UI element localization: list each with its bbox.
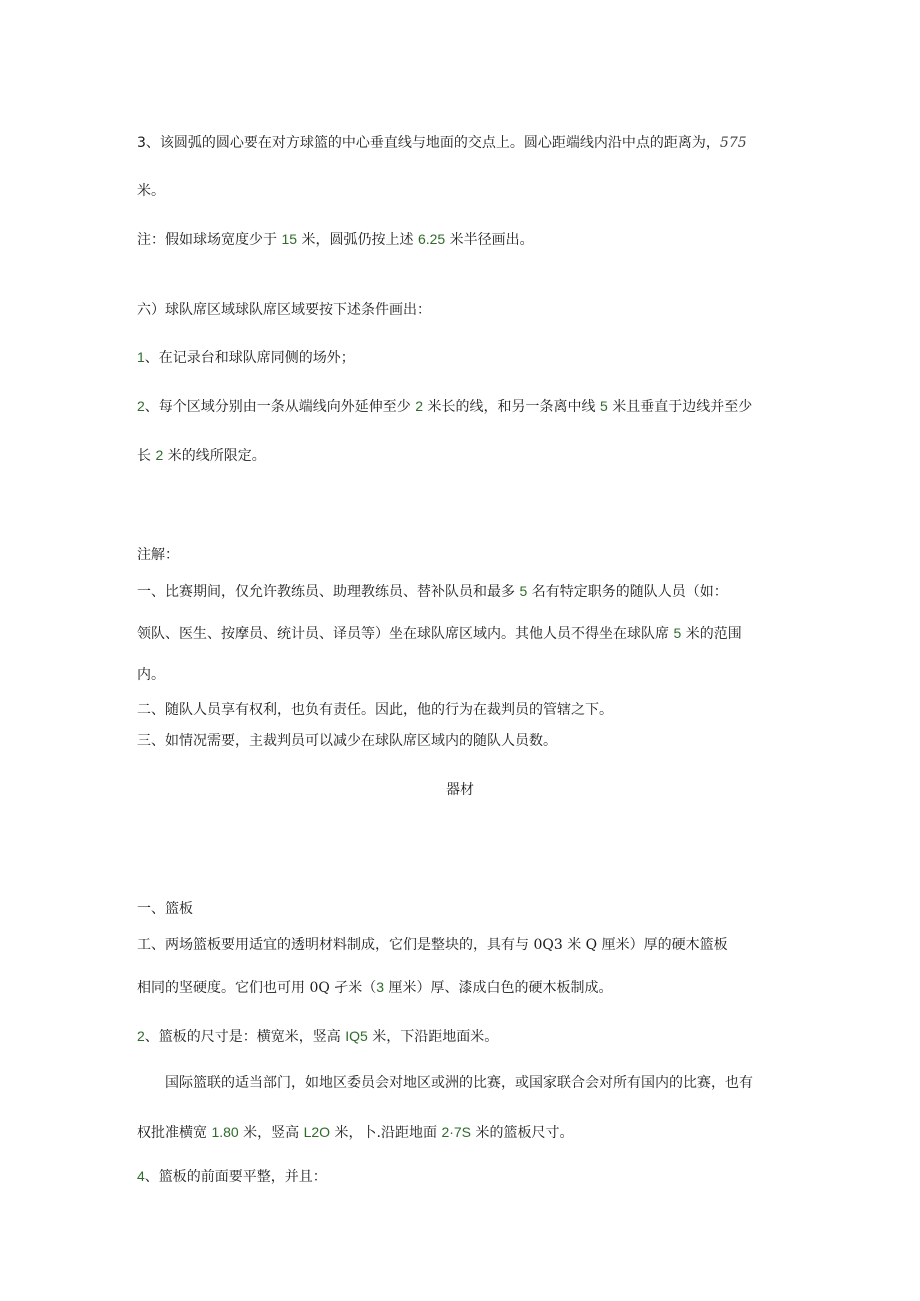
note-line xyxy=(137,230,534,249)
text-segment: 米，圆弧仍按上述 xyxy=(297,232,418,248)
paragraph-line xyxy=(137,134,747,152)
paragraph-line xyxy=(137,446,266,465)
text-segment: 领队、医生、按摩员、统计员、译员等）坐在球队席区域内。其他人员不得坐在球队席 xyxy=(137,626,674,642)
text-segment: 、每个区域分别由一条从端线向外延伸至少 xyxy=(144,399,416,415)
paragraph-line xyxy=(137,666,165,684)
numeric-value: 3 xyxy=(376,979,385,995)
list-item xyxy=(137,936,728,954)
text-segment: 国际篮联的适当部门，如地区委员会对地区或洲的比赛，或国家联合会对所有国内的比赛，也有 xyxy=(165,1075,753,1091)
section-title-equipment xyxy=(0,781,920,799)
list-item xyxy=(137,397,752,416)
text-segment: 575 xyxy=(719,135,747,151)
paragraph-line xyxy=(137,978,613,997)
text-segment: 米的篮板尺寸。 xyxy=(471,1125,574,1141)
text-segment: 注解： xyxy=(137,547,179,563)
numeric-value: 2 xyxy=(137,398,145,414)
text-segment: 内。 xyxy=(137,667,165,683)
text-segment: 厘米）厚、漆成白色的硬木板制成。 xyxy=(384,980,613,996)
text-segment: 长 xyxy=(137,448,156,464)
text-segment: 二、随队人员享有权利，也负有责任。因此，他的行为在裁判员的管辖之下。 xyxy=(137,702,613,718)
list-item xyxy=(137,1167,327,1186)
text-segment: 米的线所限定。 xyxy=(163,448,266,464)
numeric-value: 6.25 xyxy=(417,231,446,247)
text-segment: 权批准横宽 xyxy=(137,1125,212,1141)
numeric-value: 2 xyxy=(155,447,164,463)
paragraph-line xyxy=(137,624,742,643)
text-segment: 三、如情况需要，主裁判员可以减少在球队席区域内的随队人员数。 xyxy=(137,733,557,749)
text-segment: 一、篮板 xyxy=(137,901,193,917)
text-segment: 、篮板的尺寸是：横宽米，竖高 xyxy=(144,1029,346,1045)
paragraph-line xyxy=(165,1074,753,1092)
numeric-value: 1.80 xyxy=(211,1124,239,1140)
text-segment: 米且垂直于边线并至少 xyxy=(607,399,753,415)
list-item xyxy=(137,701,613,719)
text-segment: 米，卜.沿距地面 xyxy=(330,1125,442,1141)
numeric-value: 4 xyxy=(137,1168,145,1184)
text-segment: 、篮板的前面要平整，并且： xyxy=(144,1169,327,1185)
text-segment: 米长的线，和另一条离中线 xyxy=(423,399,600,415)
text-segment: 米，竖高 xyxy=(238,1125,304,1141)
numeric-value: 1 xyxy=(137,349,145,365)
annotation-heading xyxy=(137,546,179,564)
numeric-value: 15 xyxy=(281,231,298,247)
list-item xyxy=(137,348,355,367)
numeric-value: 2 xyxy=(415,398,424,414)
text-segment: 相同的坚硬度。它们也可用 0Q 孑米（ xyxy=(137,980,377,996)
subsection-heading-backboard xyxy=(137,900,193,918)
text-segment: 器材 xyxy=(446,782,474,798)
text-segment: 米，下沿距地面米。 xyxy=(367,1029,499,1045)
numeric-value: 5 xyxy=(599,398,608,414)
text-segment: 一、比赛期间，仅允许教练员、助理教练员、替补队员和最多 xyxy=(137,584,520,600)
numeric-value: 5 xyxy=(519,583,528,599)
text-segment: 米半径画出。 xyxy=(445,232,534,248)
text-segment: 米的范围 xyxy=(681,626,742,642)
section-heading-team-bench xyxy=(137,301,431,319)
paragraph-line xyxy=(137,1123,573,1142)
text-segment: 工、两场篮板要用适宜的透明材料制成，它们是整块的，具有与 0Q3 米 Q 厘米）厚的硬木篮板 xyxy=(137,937,728,953)
numeric-value: L2O xyxy=(303,1124,331,1140)
text-segment: 六）球队席区域球队席区域要按下述条件画出： xyxy=(137,302,431,318)
text-segment: 注：假如球场宽度少于 xyxy=(137,232,282,248)
text-segment: 名有特定职务的随队人员（如： xyxy=(527,584,728,600)
list-item xyxy=(137,1027,498,1046)
text-segment: 3、该圆 xyxy=(137,135,188,151)
paragraph-line xyxy=(137,182,165,200)
list-item xyxy=(137,582,728,601)
text-segment: 弧的圆心要在对方球篮的中心垂直线与地面的交点上。圆心距端线内沿中点的距离为， xyxy=(187,135,720,151)
numeric-value: 2 xyxy=(137,1028,145,1044)
numeric-value: 5 xyxy=(673,625,682,641)
numeric-value: 2·7S xyxy=(441,1124,472,1140)
numeric-value: IQ5 xyxy=(345,1028,368,1044)
list-item xyxy=(137,732,557,750)
text-segment: 、在记录台和球队席同侧的场外； xyxy=(144,350,355,366)
text-segment: 米。 xyxy=(137,183,165,199)
